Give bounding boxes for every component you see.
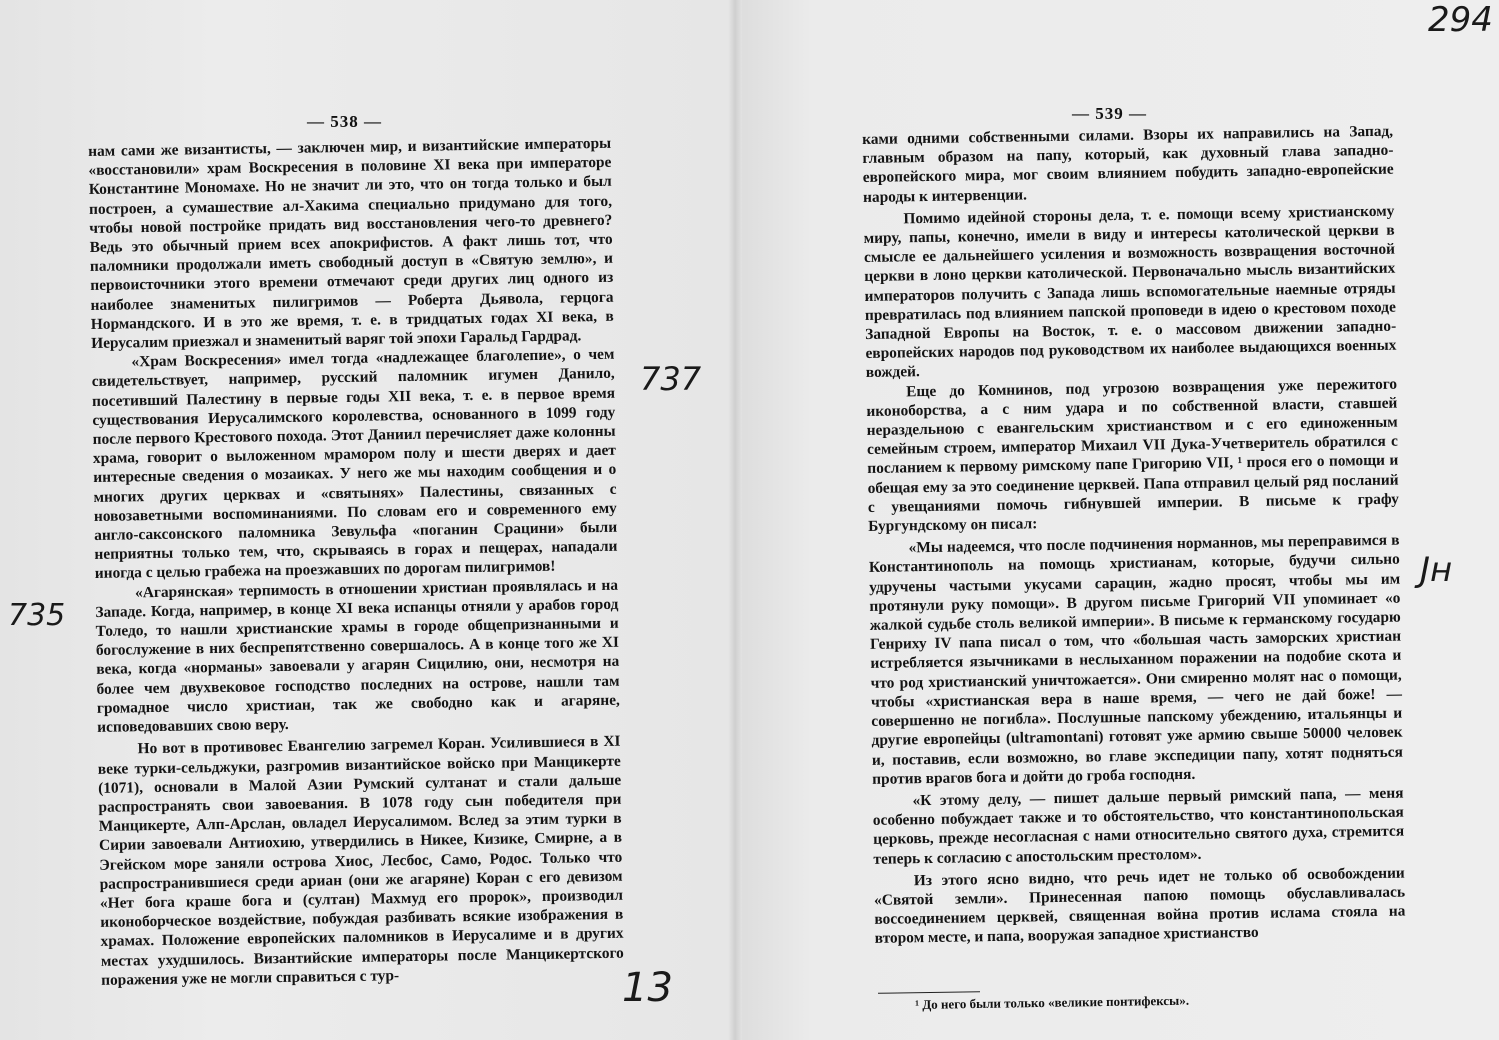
handwritten-margin-note: 13 [622, 965, 673, 1011]
handwritten-margin-note: 737 [640, 360, 702, 398]
book-gutter [728, 0, 742, 1040]
footnote: ¹ До него были только «великие понтифексы». [915, 992, 1190, 1012]
right-text-column [862, 122, 1406, 949]
paragraph: «Агарянская» терпимость в отношении христиан проявлялась и на Западе. Когда, например, в конце XI века испанцы отняли у арабов город Толедо, то нашли христианские храмы в городе общепризнанными и богослужение в них беспрепятственно совершалось. А в конце того же XI века, когда «норманы» завоевали у агарян Сицилию, они, несмотря на более чем двухвековое господство последних на острове, нашли там громадное число христиан, так же свободно как и агаряне, исповедовавших свою веру. [95, 576, 620, 737]
handwritten-margin-note: 735 [8, 598, 66, 633]
handwritten-page-count: 294 [1428, 0, 1493, 40]
left-page-number: — 538 — [307, 112, 382, 131]
paragraph: «Храм Воскресения» имел тогда «надлежащее благолепие», о чем свидетельствует, например, русский паломник игумен Данило, посетивший Палестину в первые годы XII века, т. е. в первое время существования Иерусалимского королевства, основанного в 1099 году после первого Крестового похода. Этот Даниил перечисляет даже колонны храма, говорит о выложенном мрамором полу и шести дверях и дает интересные сведения о мозаиках. У него же мы находим сообщения и о многих других церквах и «святынях» Палестины, связанных с новозаветными воспоминаниями. По словам его и современного ему англо-саксонского паломника Зевульфа «поганин Срацини» были неприятны только тем, что, скрываясь в горах и пещерах, нападали иногда с целью грабежа на проезжавших по дорогам пилигримов! [91, 345, 618, 583]
paragraph: «Мы надеемся, что после подчинения норманнов, мы переправимся в Константинополь на помощь христианам, которые, будучи сильно удручены частыми укусами сарацин, жадно просят, чтобы мы им протянули руку помощи». В другом письме Григорий VII упоминает «о жалкой судьбе столь великой империи». В письме к германскому государю Генриху IV папа писал о том, что «большая часть заморских христиан истребляется язычниками в неслыханном поражении на подобие скота и что род христианский уничтожается». Они смиренно молят нас о помощи, чтобы «христианская вера в наше время, — чего не дай боже! — совершенно не погибла». Послушные папскому убеждению, итальянцы и другие европейцы (ultramontani) готовят уже армию свыше 50000 человек и, поставив, если возможно, во главе экспедиции папу, хотят подняться против врагов бога и дойти до гроба господня. [868, 531, 1403, 788]
paragraph: ками одними собственными силами. Взоры их направились на Запад, главным образом на папу, который, как духовный глава западно-европейского мира, мог своим влиянием побудить западно-европейские народы к интервенции. [862, 122, 1394, 206]
paragraph: Помимо идейной стороны дела, т. е. помощи всему христианскому миру, папы, конечно, имели в виду и интересы католической церкви в смысле ее дальнейшего усиления и возможность возвращения восточной церкви в лоно церкви католической. Первоначально мысль византийских императоров получить с Запада лишь вспомогательные наемные отряды превратилась под влиянием папской проповеди в идею о крестовом походе Западной Европы на Восток, т. е. о массовом движении западно-европейских народов под руководством их наиболее выдающихся военных вождей. [863, 202, 1397, 382]
paragraph: нам сами же византисты, — заключен мир, и византийские императоры «восстановили» храм Воскресения в половине XI века при императоре Константине Мономахе. Но не значит ли это, что он тогда только и был построен, а сумашествие ал-Хакима специально придумано для того, чтобы новой постройке придать вид восстановления чего-то древнего? Ведь это обычный прием всех апокрифистов. А факт лишь тот, что паломники продолжали иметь свободный доступ в «Святую землю», и первоисточники этого времени отмечают среди других лиц одного из наиболее знаменитых пилигримов — Роберта Дьявола, герцога Нормандского. И в это же время, т. е. в тридцатых годах XI века, в Иерусалим приезжал и знаменитый варяг той эпохи Гаральд Гардрад. [88, 134, 614, 353]
paragraph: Из этого ясно видно, что речь идет не только об освобождении «Святой земли». Принесенная папою помощь обуславливалась воссоединением церквей, священная война против ислама стояла на втором месте, и папа, вооружая западное христианство [873, 864, 1406, 948]
right-page-number: — 539 — [1072, 104, 1147, 123]
paragraph: «К этому делу, — пишет дальше первый римский папа, — меня особенно побуждает также и то обстоятельство, что константинопольская церковь, прежде несогласная с нами относительно святого духа, стремится теперь к согласию с апостольским престолом». [872, 784, 1405, 868]
paragraph: Но вот в противовес Евангелию загремел Коран. Усилившиеся в XI веке турки-сельджуки, разгромив византийское войско при Манцикерте (1071), основали в Малой Азии Румский султанат и стали дальше распространять свои завоевания. В 1078 году сын победителя при Манцикерте, Алп-Арслан, овладел Иерусалимом. Вслед за этим турки в Сирии завоевали Антиохию, утвердились в Никее, Кизике, Смирне, а в Эгейском море заняли острова Хиос, Лесбос, Само, Родос. Только что распространившиеся среди ариан (они же агаряне) Коран с его девизом «Нет бога краше бога и (султан) Махмуд его пророк», производил иконоборческое воздействие, побуждая разбивать всякие изображения в храмах. Положение европейских паломников в Иерусалиме и в других местах ухудшилось. Византийские императоры после Манцикертского поражения уже не могли справиться с тур- [97, 733, 624, 989]
paragraph: Еще до Комнинов, под угрозою возвращения уже пережитого иконоборства, а с ним удара и по собственной власти, ставшей нераздельною с евангельским христианством и с его единоженным семейным строем, император Михаил VII Дука-Учетверитель обратился с посланием к первому римскому папе Григорию VII, ¹ прося его о помощи и обещая ему за это соединение церквей. Папа отправил целый ряд посланий с увещаниями помочь гибнувшей империи. В письме к графу Бургундскому он писал: [866, 375, 1399, 536]
left-text-column [88, 134, 624, 990]
handwritten-margin-note: Jн [1420, 550, 1453, 590]
